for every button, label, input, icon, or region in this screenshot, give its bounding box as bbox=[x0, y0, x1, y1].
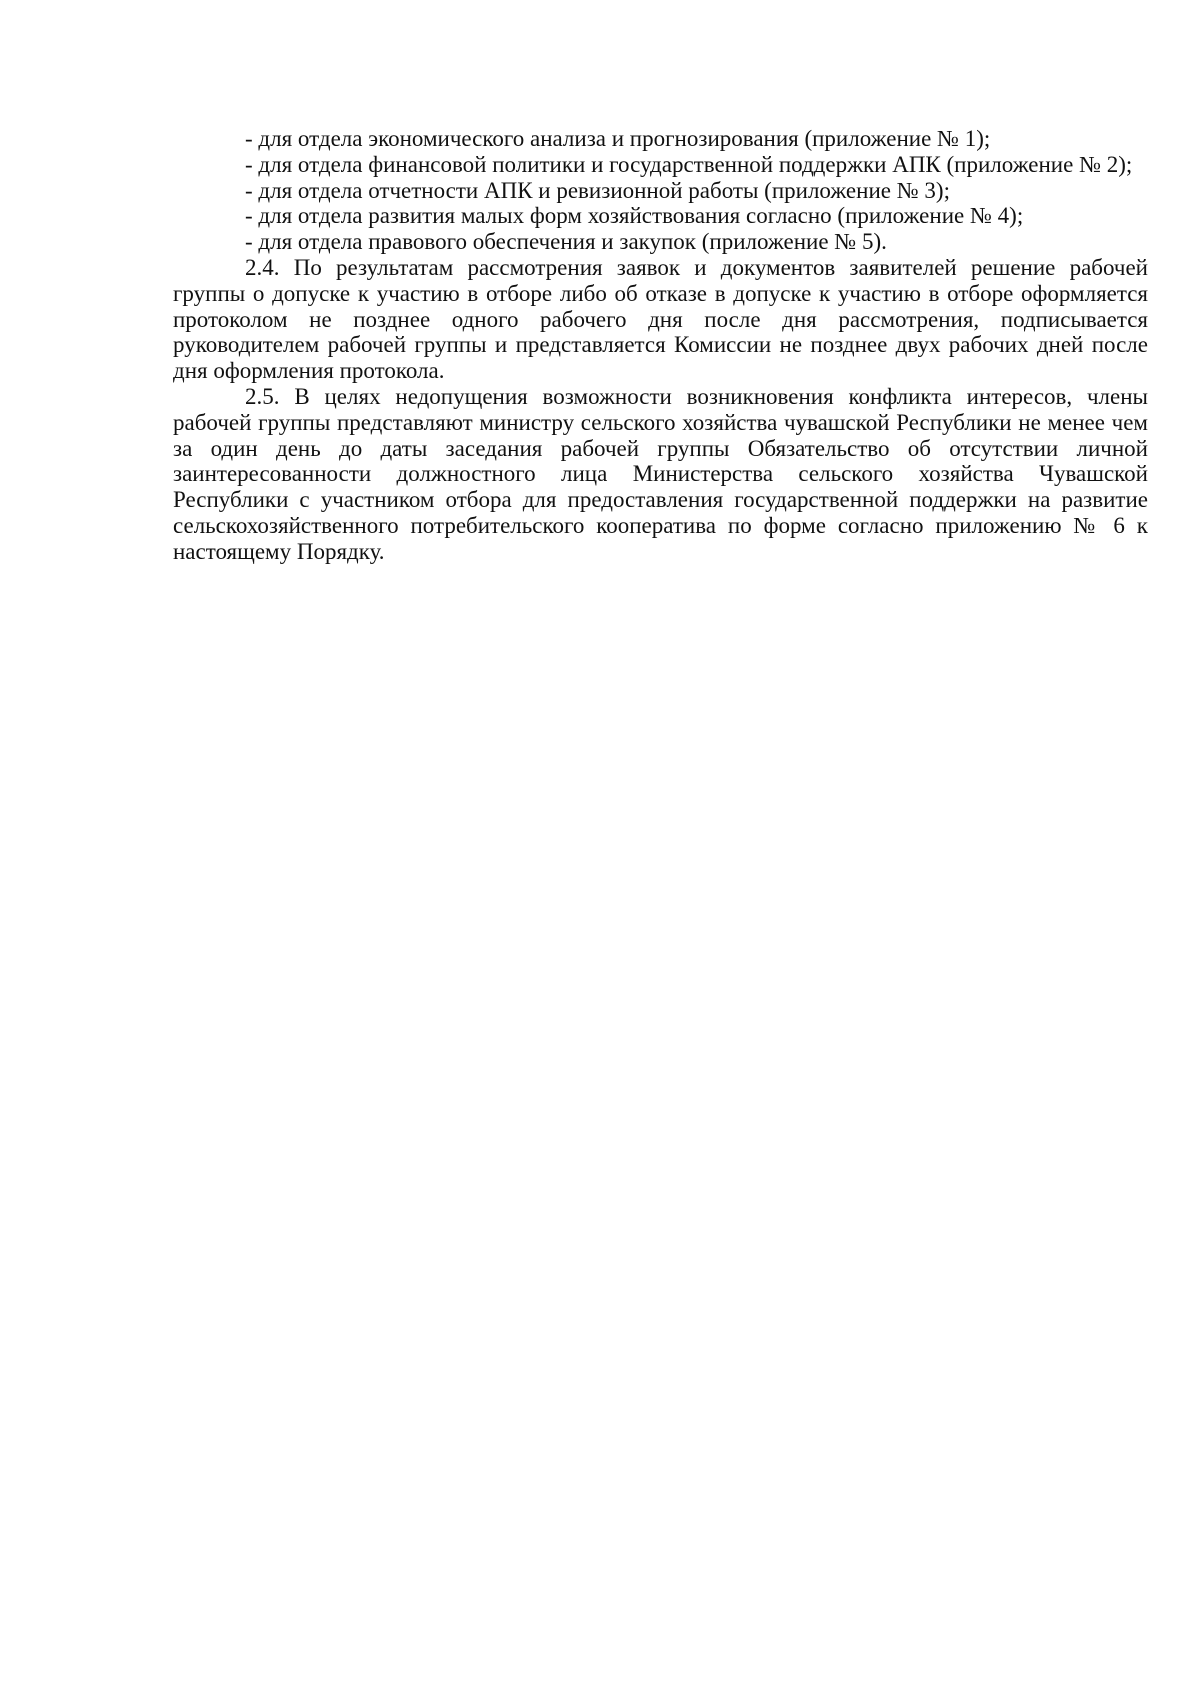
list-item-department-reporting: - для отдела отчетности АПК и ревизионной работы (приложение № 3); bbox=[245, 177, 950, 203]
list-item-department-small-business: - для отдела развития малых форм хозяйствования согласно (приложение № 4); bbox=[245, 203, 1024, 229]
paragraph-2-4: 2.4. По результатам рассмотрения заявок и документов заявителей решение рабочей группы о допуске к участию в отборе либо об отказе в допуске к участию в отборе оформляется протоколом не позднее одного рабочего дня после дня рассмотрения, подписывается руководителем рабочей группы и представляется Комиссии не позднее двух рабочих дней после дня оформления протокола. bbox=[173, 254, 1148, 384]
paragraph-2-5: 2.5. В целях недопущения возможности возникновения конфликта интересов, члены рабочей группы представляют министру сельского хозяйства чувашской Республики не менее чем за один день до даты заседания рабочей группы Обязательство об отсутствии личной заинтересованности должностного лица Министерства сельского хозяйства Чувашской Республики с участником отбора для предоставления государственной поддержки на развитие сельскохозяйственного потребительского кооператива по форме согласно приложению № 6 к настоящему Порядку. bbox=[173, 383, 1148, 564]
list-item-department-financial-policy: - для отдела финансовой политики и государственной поддержки АПК (приложение № 2); bbox=[245, 151, 1133, 177]
list-item-department-economic-analysis: - для отдела экономического анализа и прогнозирования (приложение № 1); bbox=[245, 126, 991, 151]
document-body bbox=[173, 126, 1148, 565]
list-item-department-legal: - для отдела правового обеспечения и закупок (приложение № 5). bbox=[245, 229, 887, 255]
